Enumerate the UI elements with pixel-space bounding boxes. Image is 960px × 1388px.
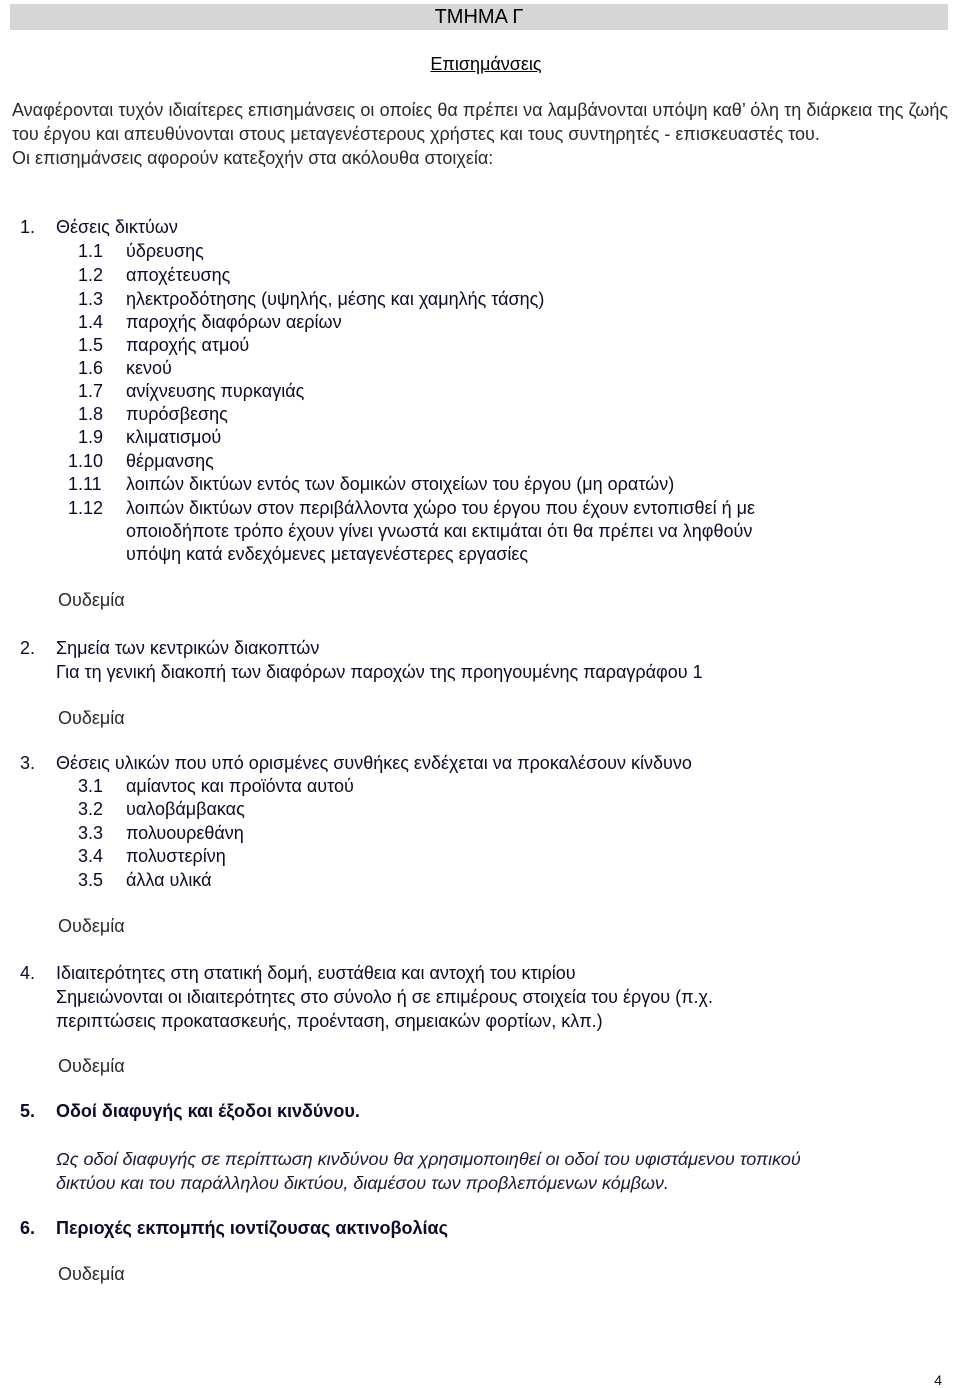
none-label: Ουδεμία	[58, 1264, 125, 1284]
item-text: υαλοβάμβακας	[126, 799, 245, 819]
item-number: 1.12	[68, 498, 104, 518]
none-label: Ουδεμία	[58, 590, 125, 610]
item-text: παροχής ατμού	[126, 335, 250, 355]
section-title: Θέσεις δικτύων	[56, 217, 178, 237]
subtitle: Επισημάνσεις	[430, 54, 542, 74]
intro-paragraph-1: Αναφέρονται τυχόν ιδιαίτερες επισημάνσεις οι οποίες θα πρέπει να λαμβάνονται υπόψη καθ’ όλη τη διάρκεια της ζωής του έργου και απευθύνονται στους μεταγενέστερους χρήστες και τους συντηρητές - επισκευαστές του.	[12, 100, 948, 144]
item-number: 3.4	[78, 846, 104, 866]
section-title: Σημεία των κεντρικών διακοπτών	[56, 638, 320, 658]
note-line: Ως οδοί διαφυγής σε περίπτωση κινδύνου θα χρησιμοποιηθεί οι οδοί του υφιστάμενου τοπικού	[56, 1149, 801, 1169]
item-number: 3.2	[78, 799, 104, 819]
item-number: 1.3	[78, 289, 104, 309]
note-line: δικτύου και του παράλληλου δικτύου, διαμέσου των προβλεπόμενων κόμβων.	[56, 1173, 669, 1193]
item-text: παροχής διαφόρων αερίων	[126, 312, 342, 332]
item-number: 3.1	[78, 776, 104, 796]
section-description: Σημειώνονται οι ιδιαιτερότητες στο σύνολο ή σε επιμέρους στοιχεία του έργου (π.χ.	[56, 987, 713, 1007]
section-number: 1.	[20, 217, 36, 237]
item-text: πυρόσβεσης	[126, 404, 228, 424]
section-title: Ιδιαιτερότητες στη στατική δομή, ευστάθεια και αντοχή του κτιρίου	[56, 963, 576, 983]
item-text: θέρμανσης	[126, 451, 214, 471]
item-text: ανίχνευσης πυρκαγιάς	[126, 381, 305, 401]
item-text: λοιπών δικτύων εντός των δομικών στοιχείων του έργου (μη ορατών)	[126, 474, 675, 494]
section-title: Περιοχές εκπομπής ιοντίζουσας ακτινοβολίας	[56, 1218, 448, 1238]
item-number: 1.1	[78, 241, 104, 261]
none-label: Ουδεμία	[58, 916, 125, 936]
section-header-bar	[10, 4, 948, 30]
item-text: πολυστερίνη	[126, 846, 226, 866]
item-number: 1.5	[78, 335, 104, 355]
item-text: ύδρευσης	[126, 241, 204, 261]
item-number: 1.4	[78, 312, 104, 332]
item-text: κλιματισμού	[126, 427, 222, 447]
section-title: Θέσεις υλικών που υπό ορισμένες συνθήκες ενδέχεται να προκαλέσουν κίνδυνο	[56, 753, 692, 773]
section-title: Οδοί διαφυγής και έξοδοι κινδύνου.	[56, 1101, 360, 1121]
item-text: άλλα υλικά	[126, 870, 212, 890]
none-label: Ουδεμία	[58, 1056, 125, 1076]
item-text: κενού	[126, 358, 172, 378]
section-description: Για τη γενική διακοπή των διαφόρων παροχών της προηγουμένης παραγράφου 1	[56, 662, 703, 682]
item-number: 1.9	[78, 427, 104, 447]
item-number: 1.7	[78, 381, 104, 401]
item-number: 1.10	[68, 451, 104, 471]
item-number: 1.11	[68, 474, 102, 494]
item-number: 1.2	[78, 265, 104, 285]
none-label: Ουδεμία	[58, 708, 125, 728]
section-number: 2.	[20, 638, 36, 658]
item-number: 3.3	[78, 823, 104, 843]
item-text: υπόψη κατά ενδεχόμενες μεταγενέστερες εργασίες	[126, 544, 529, 564]
section-number: 4.	[20, 963, 36, 983]
item-text: πολυουρεθάνη	[126, 823, 244, 843]
item-text: αποχέτευσης	[126, 265, 231, 285]
item-text: αμίαντος και προϊόντα αυτού	[126, 776, 354, 796]
intro-text	[12, 98, 948, 170]
intro-paragraph-2: Οι επισημάνσεις αφορούν κατεξοχήν στα ακόλουθα στοιχεία:	[12, 148, 494, 168]
section-number: 6.	[20, 1218, 36, 1238]
item-number: 1.6	[78, 358, 104, 378]
item-text: λοιπών δικτύων στον περιβάλλοντα χώρο του έργου που έχουν εντοπισθεί ή με	[126, 498, 755, 518]
section-number: 5.	[20, 1101, 36, 1121]
section-number: 3.	[20, 753, 36, 773]
item-number: 3.5	[78, 870, 104, 890]
item-text: οποιοδήποτε τρόπο έχουν γίνει γνωστά και εκτιμάται ότι θα πρέπει να ληφθούν	[126, 521, 753, 541]
section-title: ΤΜΗΜΑ Γ	[434, 6, 524, 28]
item-text: ηλεκτροδότησης (υψηλής, μέσης και χαμηλής τάσης)	[126, 289, 545, 309]
section-description: περιπτώσεις προκατασκευής, προένταση, σημειακών φορτίων, κλπ.)	[56, 1011, 603, 1031]
page-number: 4	[934, 1372, 942, 1388]
item-number: 1.8	[78, 404, 104, 424]
